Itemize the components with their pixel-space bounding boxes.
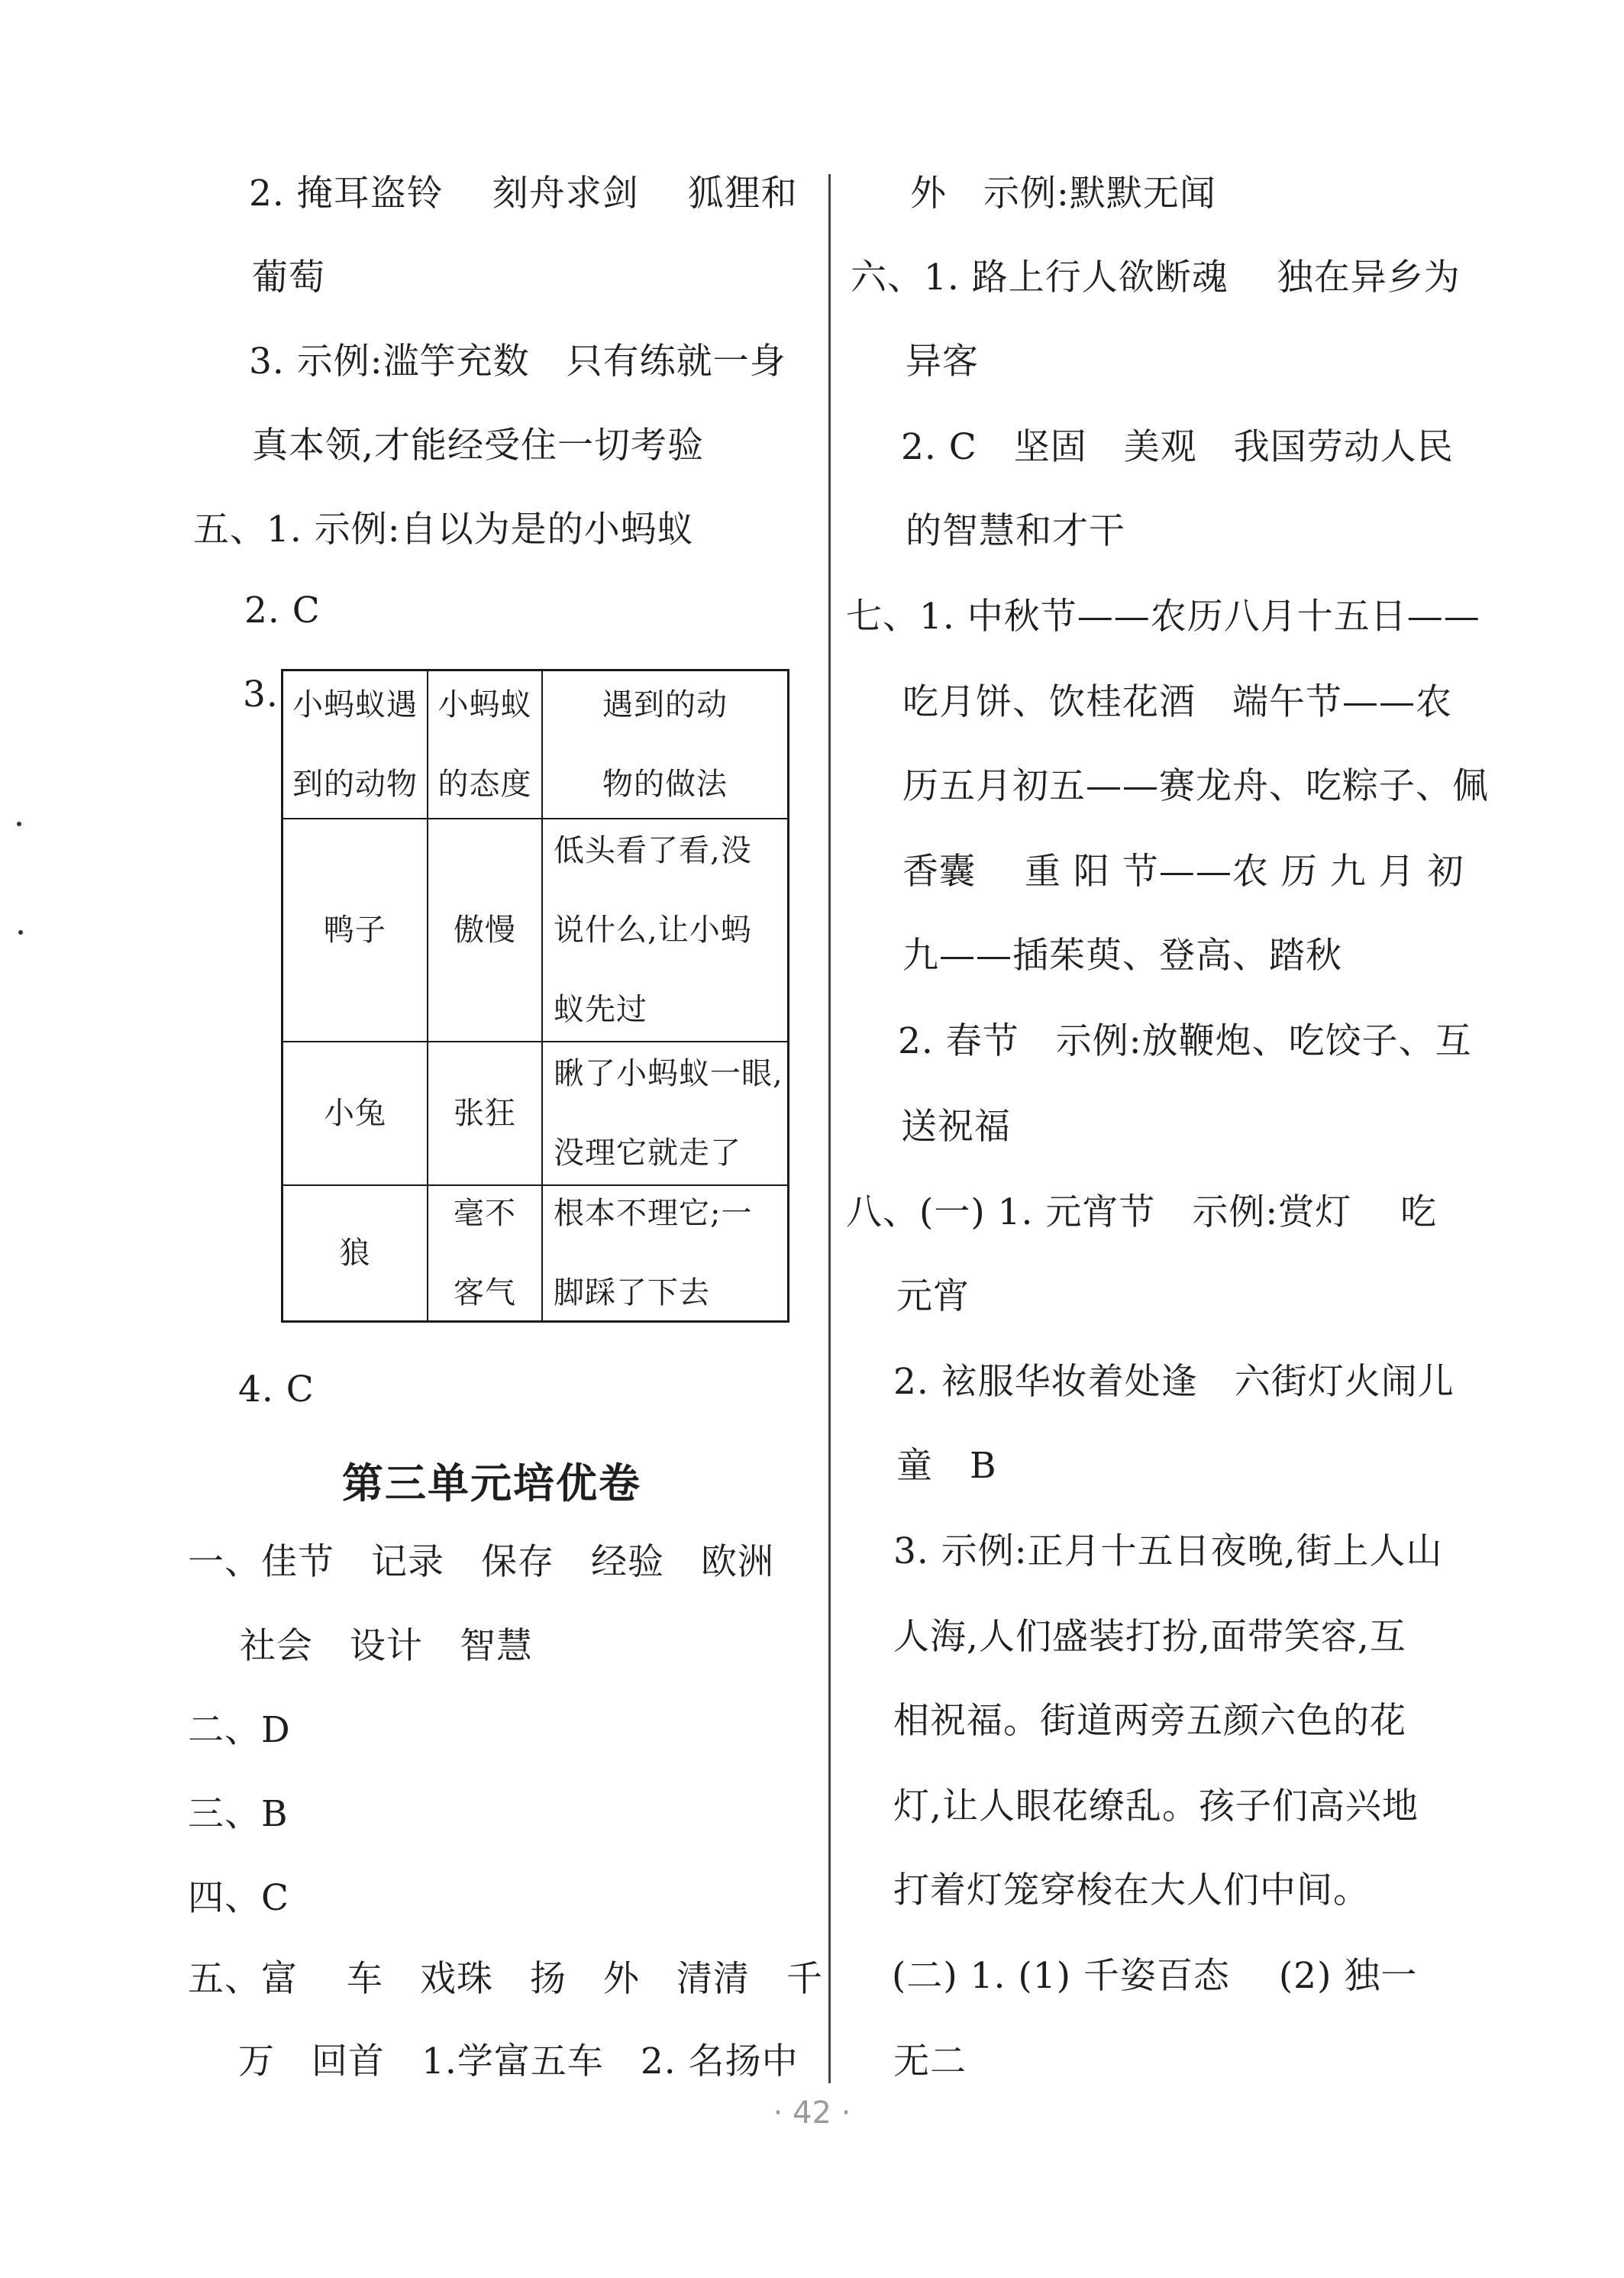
answer-line: 四、C	[188, 1877, 289, 1919]
answer-line: 真本领,才能经受住一切考验	[252, 425, 704, 467]
answer-line: 香囊 重 阳 节——农 历 九 月 初	[902, 851, 1464, 893]
cell-text: 鸭子	[324, 913, 386, 948]
table-cell	[543, 1042, 787, 1184]
answer-line: 2. C	[244, 590, 321, 632]
cell-text: 毫不	[454, 1196, 516, 1231]
answer-line: 万 回首 1.学富五车 2. 名扬中	[238, 2041, 799, 2083]
answer-line: 4. C	[238, 1368, 315, 1410]
cell-text: 说什么,让小蚂	[554, 913, 752, 948]
cell-text: 客气	[454, 1275, 516, 1310]
scan-speck	[17, 822, 21, 826]
answer-line: 历五月初五——赛龙舟、吃粽子、佩	[902, 765, 1489, 807]
cell-text: 狼	[339, 1236, 371, 1271]
header-text: 的态度	[437, 767, 532, 802]
answer-line: 三、B	[188, 1793, 289, 1835]
table-row	[283, 1186, 787, 1320]
answer-line: 六、1. 路上行人欲断魂 独在异乡为	[851, 257, 1461, 299]
cell-text: 脚踩了下去	[554, 1275, 710, 1310]
answer-line: 2. C 坚固 美观 我国劳动人民	[901, 426, 1454, 468]
answer-line: 灯,让人眼花缭乱。孩子们高兴地	[893, 1785, 1419, 1827]
answer-line: 社会 设计 智慧	[240, 1625, 533, 1667]
table-header-row	[283, 671, 787, 819]
answer-line: 2. 袨服华妆着处逢 六街灯火闹儿	[893, 1361, 1454, 1403]
answer-line: 无二	[893, 2041, 967, 2083]
answer-line: 五、1. 示例:自以为是的小蚂蚁	[193, 509, 694, 551]
answer-table	[281, 669, 789, 1323]
table-cell	[428, 1042, 543, 1184]
answer-line: 人海,人们盛装打扮,面带笑容,互	[893, 1616, 1406, 1658]
table-row	[283, 819, 787, 1042]
header-text: 到的动物	[292, 767, 418, 802]
answer-line: 异客	[906, 341, 979, 383]
answer-line: 的智慧和才干	[906, 510, 1125, 552]
answer-line: 五、富 车 戏珠 扬 外 清清 千	[188, 1958, 823, 2000]
header-text: 物的做法	[602, 767, 728, 802]
answer-line: 吃月饼、饮桂花酒 端午节——农	[902, 681, 1452, 723]
table-cell	[543, 1186, 787, 1320]
table-cell	[283, 1042, 428, 1184]
answer-line: 七、1. 中秋节——农历八月十五日——	[846, 596, 1480, 638]
table-cell	[283, 819, 428, 1041]
answer-line: (二) 1. (1) 千姿百态 (2) 独一	[892, 1955, 1418, 1997]
answer-line: 八、(一) 1. 元宵节 示例:赏灯 吃	[846, 1191, 1438, 1233]
table-cell	[543, 819, 787, 1041]
cell-text: 瞅了小蚂蚁一眼,	[554, 1056, 783, 1091]
section-title: 第三单元培优卷	[342, 1459, 641, 1507]
header-text: 遇到的动	[602, 687, 728, 722]
header-text: 小蚂蚁遇	[292, 687, 418, 722]
answer-line: 3. 示例:正月十五日夜晚,街上人山	[893, 1530, 1443, 1572]
answer-line: 3. 示例:滥竽充数 只有练就一身	[249, 341, 786, 383]
table-cell	[283, 1186, 428, 1320]
cell-text: 蚁先过	[554, 992, 647, 1027]
answer-line: 一、佳节 记录 保存 经验 欧洲	[188, 1541, 774, 1583]
answer-line: 相祝福。街道两旁五颜六色的花	[893, 1700, 1406, 1742]
answer-line: 童 B	[896, 1445, 997, 1487]
page-number: · 42 ·	[773, 2095, 851, 2131]
answer-line: 送祝福	[901, 1106, 1011, 1148]
answer-line: 外 示例:默默无闻	[910, 173, 1216, 215]
cell-text: 小兔	[324, 1096, 386, 1131]
answer-line: 元宵	[896, 1275, 970, 1317]
scan-speck	[18, 930, 23, 935]
answer-line: 葡萄	[252, 257, 325, 299]
table-header-cell	[283, 671, 428, 818]
cell-text: 根本不理它;一	[554, 1196, 753, 1231]
column-divider	[828, 174, 831, 2083]
answer-line: 二、D	[188, 1709, 291, 1751]
answer-line: 3.	[243, 674, 279, 716]
table-cell	[428, 819, 543, 1041]
answer-line: 九——插茱萸、登高、踏秋	[902, 935, 1342, 977]
cell-text: 没理它就走了	[554, 1136, 741, 1171]
cell-text: 张狂	[454, 1096, 516, 1131]
table-header-cell	[428, 671, 543, 818]
table-header-cell	[543, 671, 787, 818]
cell-text: 傲慢	[454, 913, 516, 948]
answer-line: 2. 掩耳盗铃 刻舟求剑 狐狸和	[249, 173, 798, 215]
table-cell	[428, 1186, 543, 1320]
answer-line: 打着灯笼穿梭在大人们中间。	[893, 1869, 1370, 1911]
header-text: 小蚂蚁	[437, 687, 532, 722]
table-row	[283, 1042, 787, 1186]
cell-text: 低头看了看,没	[554, 833, 752, 868]
answer-line: 2. 春节 示例:放鞭炮、吃饺子、互	[898, 1020, 1472, 1062]
